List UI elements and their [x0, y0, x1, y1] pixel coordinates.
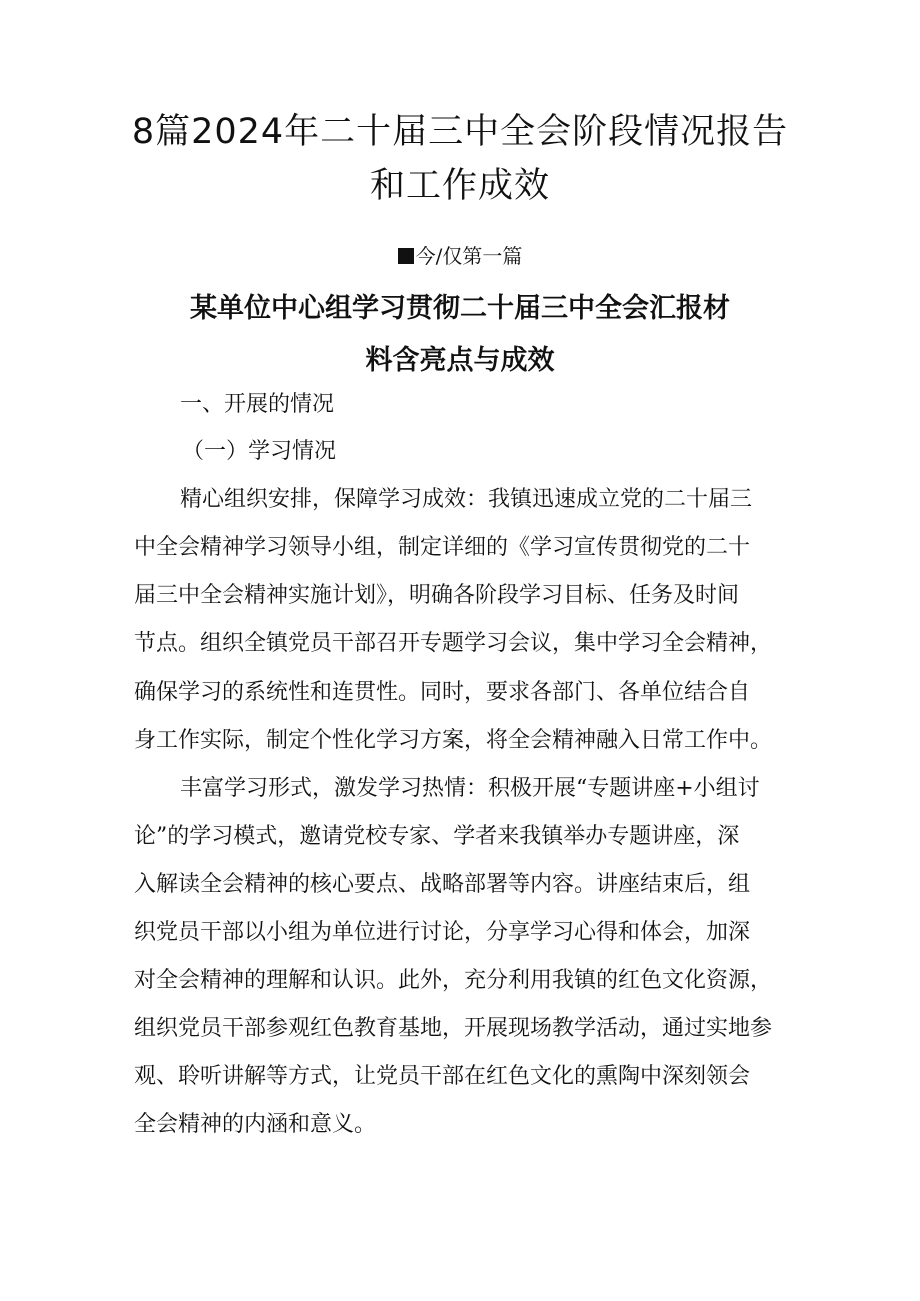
document-title-line-1: 8篇2024年二十届三中全会阶段情况报告	[131, 112, 789, 152]
paragraph-line: 对全会精神的理解和认识。此外，充分利用我镇的红色文化资源，	[134, 968, 773, 993]
section-heading: 一、开展的情况	[180, 392, 335, 417]
paragraph-line: 论”的学习模式，邀请党校专家、学者来我镇举办专题讲座，深	[134, 824, 740, 849]
paragraph-line: 全会精神的内涵和意义。	[134, 1112, 377, 1137]
paragraph-line: 观、聆听讲解等方式，让党员干部在红色文化的熏陶中深刻领会	[134, 1064, 751, 1089]
subsection-heading: （一）学习情况	[182, 439, 337, 464]
document-title-line-2: 和工作成效	[369, 166, 550, 206]
paragraph-line: 届三中全会精神实施计划》，明确各阶段学习目标、任务及时间	[134, 583, 740, 608]
paragraph-line: 组织党员干部参观红色教育基地，开展现场教学活动，通过实地参	[134, 1016, 773, 1041]
paragraph-line: 丰富学习形式，激发学习热情：积极开展“专题讲座+小组讨	[180, 776, 760, 801]
black-square-icon	[398, 248, 414, 264]
paragraph-line: 精心组织安排，保障学习成效：我镇迅速成立党的二十届三	[180, 487, 753, 512]
subtitle-line-1: 某单位中心组学习贯彻二十届三中全会汇报材	[190, 293, 730, 324]
paragraph-line: 确保学习的系统性和连贯性。同时，要求各部门、各单位结合自	[134, 680, 751, 705]
paragraph-line: 织党员干部以小组为单位进行讨论，分享学习心得和体会，加深	[134, 920, 751, 945]
paragraph-line: 中全会精神学习领导小组，制定详细的《学习宣传贯彻党的二十	[134, 535, 751, 560]
paragraph-line: 入解读全会精神的核心要点、战略部署等内容。讲座结束后，组	[134, 872, 751, 897]
subtitle-line-2: 料含亮点与成效	[365, 345, 555, 376]
section-marker	[0, 240, 920, 269]
paragraph-line: 节点。组织全镇党员干部召开专题学习会议，集中学习全会精神，	[134, 631, 773, 656]
paragraph-line: 身工作实际，制定个性化学习方案，将全会精神融入日常工作中。	[134, 728, 773, 753]
section-marker-text: 今/仅第一篇	[415, 244, 523, 268]
